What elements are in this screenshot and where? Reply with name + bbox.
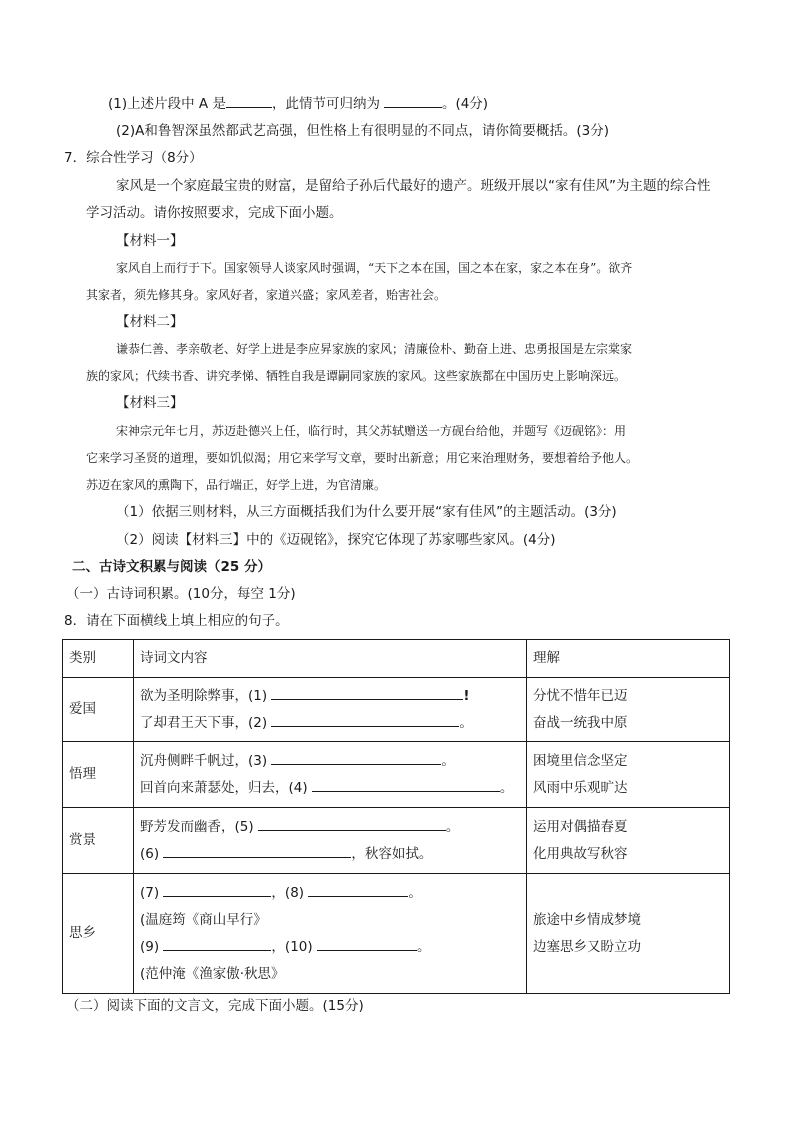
verse-punct: ，秋容如拭。: [351, 845, 433, 862]
header-content: 诗词文内容: [134, 640, 527, 678]
verse-line: [140, 748, 520, 775]
verse-text: ，(10): [271, 938, 317, 955]
verse-text: 沉舟侧畔千帆过，(3): [140, 752, 272, 769]
material2-line2: 族的家风；代续书香、讲究孝悌、牺牲自我是谭嗣同家族的家风。这些家族都在中国历史上影响深远。: [86, 369, 627, 383]
row-category: 思乡: [63, 874, 134, 994]
answer-blank-9[interactable]: [163, 937, 271, 951]
answer-blank-b[interactable]: [384, 94, 442, 108]
table-row: [63, 678, 730, 742]
answer-blank-1[interactable]: [271, 686, 463, 700]
verse-punct: 。: [416, 938, 431, 955]
table-row: [63, 742, 730, 808]
answer-blank-3[interactable]: [271, 751, 441, 765]
verse-text: 了却君王天下事，(2): [140, 714, 272, 731]
verse-line: [140, 814, 520, 841]
q6-sub2: (2)A和鲁智深虽然都武艺高强，但性格上有很明显的不同点，请你简要概括。(3分): [116, 123, 609, 139]
poetry-table: [62, 639, 730, 994]
verse-punct: 。: [459, 714, 473, 731]
q8-prompt: 8．请在下面横线上填上相应的句子。: [64, 613, 289, 629]
understanding-line: 奋战一统我中原: [533, 714, 628, 731]
q7-intro-line1: 家风是一个家庭最宝贵的财富，是留给子孙后代最好的遗产。班级开展以“家有佳风”为主题的综合性: [116, 178, 711, 194]
table-row: [63, 874, 730, 994]
row-content: [134, 742, 527, 808]
material3-title: 【材料三】: [116, 395, 184, 411]
q7-intro-line2: 学习活动。请你按照要求，完成下面小题。: [86, 205, 343, 221]
material1-title: 【材料一】: [116, 233, 184, 249]
material3-line1: 宋神宗元年七月，苏迈赴德兴上任，临行时，其父苏轼赠送一方砚台给他，并题写《迈砚铭》：用: [116, 424, 627, 438]
understanding-line: 化用典故写秋容: [533, 845, 628, 862]
material1-line2: 其家者，须先修其身。家风好者，家道兴盛；家风差者，贻害社会。: [86, 288, 447, 302]
answer-blank-10[interactable]: [317, 937, 417, 951]
row-content: [134, 808, 527, 874]
material3-line3: 苏迈在家风的熏陶下，品行端正，好学上进，为官清廉。: [86, 478, 387, 492]
row-understanding: [527, 808, 730, 874]
part1-title: （一）古诗词积累。(10分，每空 1分): [66, 586, 296, 602]
row-category: 爱国: [63, 678, 134, 742]
row-understanding: [527, 678, 730, 742]
row-understanding: [527, 874, 730, 994]
understanding-line: 风雨中乐观旷达: [533, 779, 628, 796]
answer-blank-4[interactable]: [312, 778, 500, 792]
verse-line: [140, 775, 520, 802]
verse-text: (6): [140, 845, 164, 862]
part2-title: （二）阅读下面的文言文，完成下面小题。(15分): [66, 998, 364, 1014]
material3-line2: 它来学习圣贤的道理，要如饥似渴；用它来学写文章，要时出新意；用它来治理财务，要想着给予他人。: [86, 451, 639, 465]
verse-line: [140, 934, 520, 961]
verse-punct: 。: [408, 884, 422, 901]
q6-sub1-text-b: ，此情节可归纳为: [271, 96, 380, 112]
verse-text: ，(8): [271, 884, 309, 901]
table-row: [63, 808, 730, 874]
verse-source: (温庭筠《商山早行》: [140, 911, 267, 928]
header-category: 类别: [63, 640, 134, 678]
verse-text: (7): [140, 884, 164, 901]
q7-sub2: （2）阅读【材料三】中的《迈砚铭》，探究它体现了苏家哪些家风。(4分): [116, 532, 556, 548]
header-understanding: 理解: [527, 640, 730, 678]
material2-title: 【材料二】: [116, 314, 184, 330]
verse-line: [140, 841, 520, 868]
verse-punct: 。: [445, 818, 460, 835]
row-content: [134, 678, 527, 742]
understanding-line: 困境里信念坚定: [533, 752, 628, 769]
q7-sub1: （1）依据三则材料，从三方面概括我们为什么要开展“家有佳风”的主题活动。(3分): [116, 504, 617, 520]
understanding-line: 运用对偶描春夏: [533, 818, 628, 835]
q6-sub1-text-a: (1)上述片段中 A 是: [108, 96, 226, 112]
verse-line: [140, 710, 520, 737]
answer-blank-5[interactable]: [258, 817, 446, 831]
verse-text: 回首向来萧瑟处，归去，(4): [140, 779, 312, 796]
q6-sub1: [108, 94, 488, 114]
verse-text: 欲为圣明除弊事，(1): [140, 687, 272, 704]
understanding-line: 分忧不惜年已迈: [533, 687, 628, 704]
verse-punct: 。: [441, 752, 455, 769]
row-category: 悟理: [63, 742, 134, 808]
section2-title: 二、古诗文积累与阅读（25 分）: [72, 559, 271, 575]
answer-blank-6[interactable]: [163, 844, 351, 858]
material2-line1: 谦恭仁善、孝亲敬老、好学上进是李应昇家族的家风；清廉俭朴、勤奋上进、忠勇报国是左宗棠家: [116, 342, 633, 356]
verse-punct: !: [463, 687, 470, 704]
row-understanding: [527, 742, 730, 808]
row-content: [134, 874, 527, 994]
understanding-line: 边塞思乡又盼立功: [533, 938, 641, 955]
verse-line: [140, 683, 520, 710]
answer-blank-8[interactable]: [308, 883, 408, 897]
answer-blank-7[interactable]: [163, 883, 271, 897]
verse-line: [140, 880, 520, 907]
q7-title: 7．综合性学习（8分）: [64, 150, 203, 166]
verse-text: (9): [140, 938, 164, 955]
material1-line1: 家风自上而行于下。国家领导人谈家风时强调，“天下之本在国，国之本在家，家之本在身”。欲齐: [116, 261, 633, 275]
understanding-line: 旅途中乡情成梦境: [533, 911, 641, 928]
verse-punct: 。: [499, 779, 514, 796]
verse-text: 野芳发而幽香，(5): [140, 818, 258, 835]
answer-blank-2[interactable]: [271, 713, 459, 727]
row-category: 赏景: [63, 808, 134, 874]
q6-sub1-text-c: 。(4分): [441, 96, 489, 112]
table-header-row: [63, 640, 730, 678]
answer-blank-a[interactable]: [226, 94, 272, 108]
verse-source: (范仲淹《渔家傲·秋思》: [140, 965, 285, 982]
